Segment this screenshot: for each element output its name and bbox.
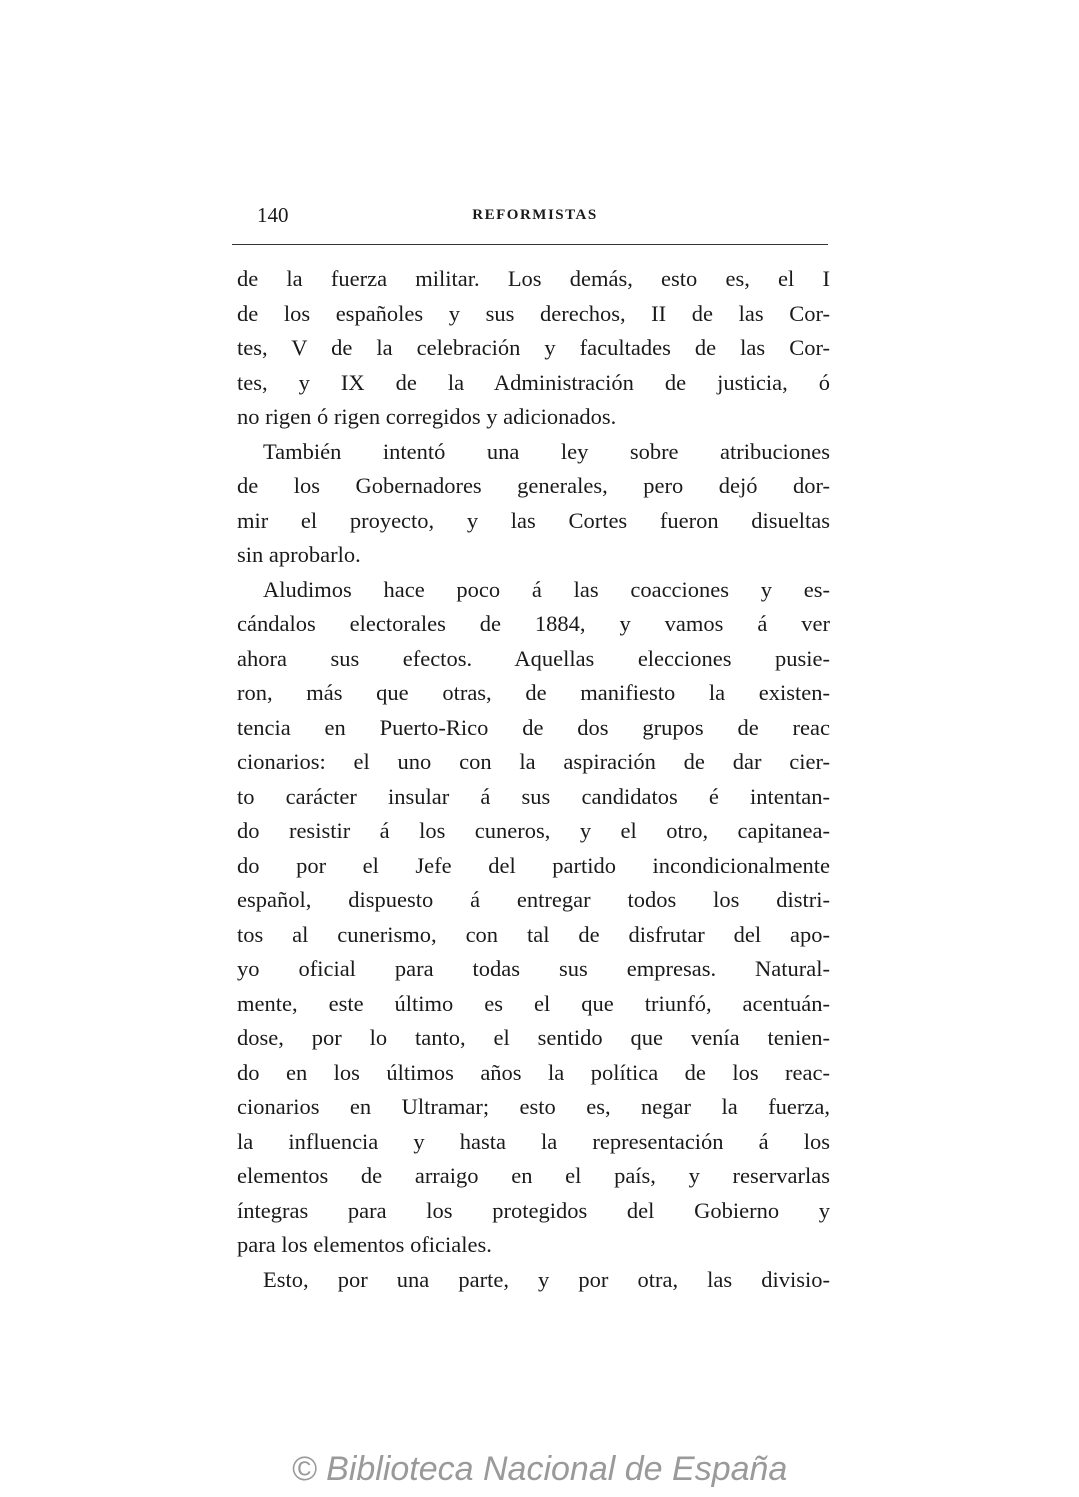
- text-line: tencia en Puerto-Rico de dos grupos de reac: [237, 714, 830, 740]
- text-line: ron, más que otras, de manifiesto la existen-: [237, 680, 830, 705]
- page-number: 140: [257, 203, 289, 227]
- text-line: tos al cunerismo, con tal de disfrutar del apo-: [237, 921, 830, 947]
- text-line: elementos de arraigo en el país, y reservarlas: [237, 1163, 830, 1188]
- text-line: tes, V de la celebración y facultades de las Cor-: [237, 335, 830, 360]
- text-line: mente, este último es el que triunfó, acentuán-: [237, 990, 830, 1016]
- watermark: © Biblioteca Nacional de España: [291, 1450, 788, 1488]
- text-line: to carácter insular á sus candidatos é intentan-: [237, 783, 830, 809]
- text-line: tes, y IX de la Administración de justicia, ó: [237, 369, 830, 395]
- text-line: de los españoles y sus derechos, II de las Cor-: [237, 300, 830, 326]
- text-line: do resistir á los cuneros, y el otro, capitanea-: [237, 818, 830, 843]
- text-line: íntegras para los protegidos del Gobierno y: [237, 1197, 830, 1223]
- text-line: do en los últimos años la política de los reac-: [237, 1059, 830, 1085]
- text-line: dose, por lo tanto, el sentido que venía tenien-: [237, 1025, 830, 1050]
- text-line: do por el Jefe del partido incondicionalmente: [237, 852, 830, 878]
- header-rule: [232, 244, 828, 245]
- text-line: sin aprobarlo.: [237, 542, 361, 567]
- text-line: de los Gobernadores generales, pero dejó dor-: [237, 473, 830, 498]
- text-line: cionarios en Ultramar; esto es, negar la fuerza,: [237, 1094, 830, 1119]
- text-line: cionarios: el uno con la aspiración de dar cier-: [237, 749, 830, 774]
- text-line: para los elementos oficiales.: [237, 1232, 492, 1257]
- text-line: ahora sus efectos. Aquellas elecciones pusie-: [237, 645, 830, 671]
- text-line: español, dispuesto á entregar todos los distri-: [237, 887, 830, 912]
- text-line: la influencia y hasta la representación á los: [237, 1128, 830, 1154]
- running-title: REFORMISTAS: [472, 207, 598, 223]
- text-line: no rigen ó rigen corregidos y adicionados.: [237, 404, 617, 429]
- text-line: cándalos electorales de 1884, y vamos á ver: [237, 611, 830, 636]
- text-line: Aludimos hace poco á las coacciones y es-: [263, 576, 830, 602]
- text-line: También intentó una ley sobre atribuciones: [263, 438, 830, 464]
- text-line: yo oficial para todas sus empresas. Natural-: [237, 956, 830, 981]
- text-line: de la fuerza militar. Los demás, esto es, el I: [237, 266, 830, 291]
- text-line: mir el proyecto, y las Cortes fueron disueltas: [237, 507, 830, 533]
- text-line: Esto, por una parte, y por otra, las divisio-: [263, 1266, 830, 1292]
